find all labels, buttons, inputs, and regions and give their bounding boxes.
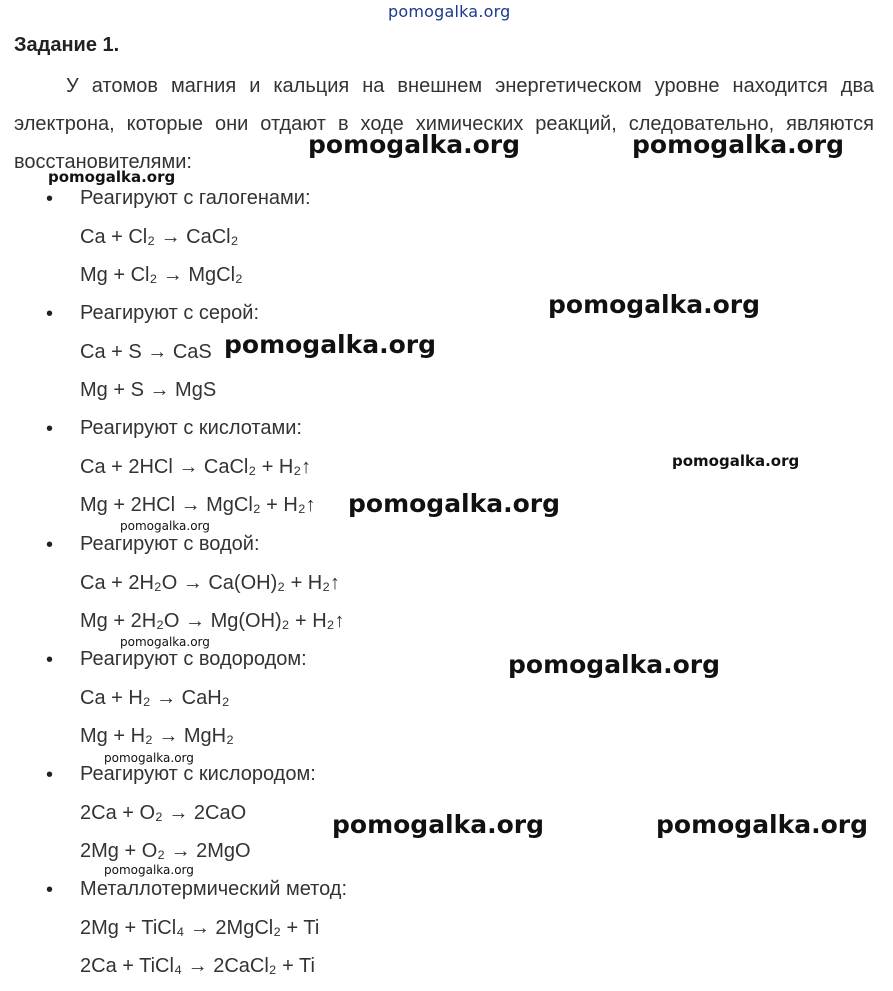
section-heading: Реагируют с кислотами: xyxy=(80,417,302,439)
watermark: pomogalka.org xyxy=(104,751,194,765)
equation: Mg + Cl₂ → MgCl₂ xyxy=(80,264,243,286)
equation: 2Ca + O₂ → 2CaO xyxy=(80,802,247,824)
equation: Mg + S → MgS xyxy=(80,379,217,401)
bullet: • xyxy=(46,188,54,210)
section-heading: Реагируют с водородом: xyxy=(80,648,307,670)
section-heading: Реагируют с водой: xyxy=(80,533,260,555)
task-title: Задание 1. xyxy=(14,34,120,56)
section-heading: Реагируют с серой: xyxy=(80,302,260,324)
equation: Ca + 2HCl → CaCl₂ + H₂↑ xyxy=(80,456,312,478)
watermark: pomogalka.org xyxy=(548,290,761,319)
bullet: • xyxy=(46,303,54,325)
site-header: pomogalka.org xyxy=(388,2,511,21)
equation: 2Ca + TiCl₄ → 2CaCl₂ + Ti xyxy=(80,955,315,977)
equation: Ca + Cl₂ → CaCl₂ xyxy=(80,226,239,248)
equation: Ca + S → CaS xyxy=(80,341,212,363)
watermark: pomogalka.org xyxy=(656,810,869,839)
equation: Ca + 2H₂O → Ca(OH)₂ + H₂↑ xyxy=(80,572,341,594)
watermark: pomogalka.org xyxy=(120,519,210,533)
equation: Mg + H₂ → MgH₂ xyxy=(80,725,234,747)
watermark: pomogalka.org xyxy=(672,452,800,470)
watermark: pomogalka.org xyxy=(308,130,521,159)
watermark: pomogalka.org xyxy=(508,650,721,679)
equation: Mg + 2H₂O → Mg(OH)₂ + H₂↑ xyxy=(80,610,345,632)
equation: Ca + H₂ → CaH₂ xyxy=(80,687,230,709)
watermark: pomogalka.org xyxy=(224,330,437,359)
watermark: pomogalka.org xyxy=(632,130,845,159)
bullet: • xyxy=(46,879,54,901)
watermark: pomogalka.org xyxy=(348,489,561,518)
equation: 2Mg + O₂ → 2MgO xyxy=(80,840,251,862)
section-heading: Реагируют с кислородом: xyxy=(80,763,316,785)
section-heading: Металлотермический метод: xyxy=(80,878,348,900)
watermark: pomogalka.org xyxy=(48,168,176,186)
watermark: pomogalka.org xyxy=(104,863,194,877)
watermark: pomogalka.org xyxy=(120,635,210,649)
equation: 2Mg + TiCl₄ → 2MgCl₂ + Ti xyxy=(80,917,320,939)
watermark: pomogalka.org xyxy=(332,810,545,839)
bullet: • xyxy=(46,534,54,556)
bullet: • xyxy=(46,649,54,671)
section-heading: Реагируют с галогенами: xyxy=(80,187,311,209)
bullet: • xyxy=(46,764,54,786)
intro-text: У атомов магния и кальция на внешнем энергетическом уровне находится два электрона, которые они отдают в ходе химических реакций, следовательно, являются восстановителями: xyxy=(14,75,874,173)
bullet: • xyxy=(46,418,54,440)
intro-paragraph xyxy=(14,67,874,181)
equation: Mg + 2HCl → MgCl₂ + H₂↑ xyxy=(80,494,316,516)
